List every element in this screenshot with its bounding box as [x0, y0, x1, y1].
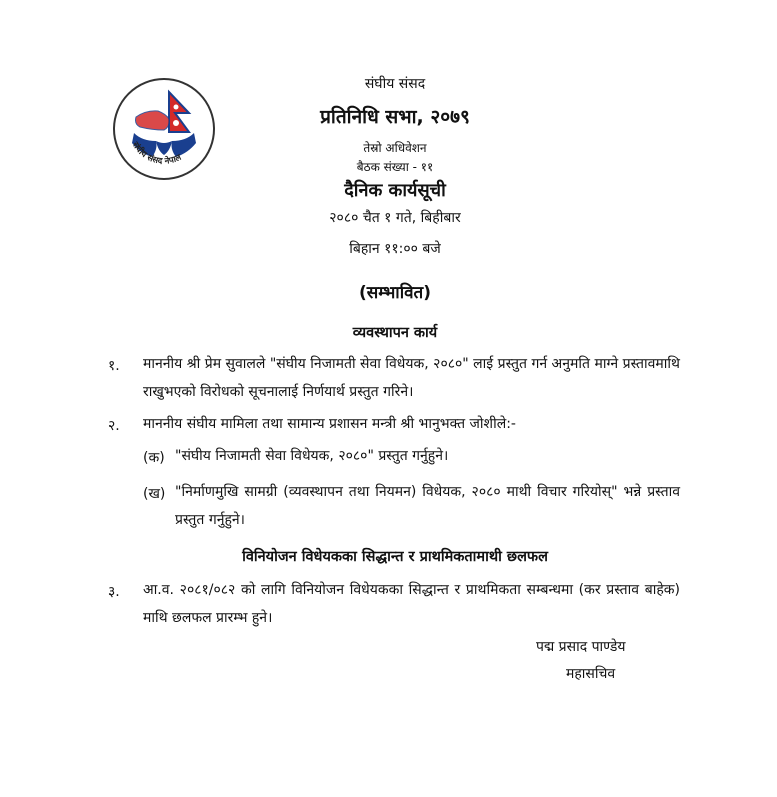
- agenda-date: २०८० चैत १ गते, बिहीबार: [329, 210, 461, 226]
- subitem-text: "संघीय निजामती सेवा विधेयक, २०८०" प्रस्तुत गर्नुहुने।: [175, 448, 449, 464]
- agenda-item-text: आ.व. २०८१/०८२ को लागि विनियोजन विधेयकका सिद्धान्त र प्राथमिकता सम्बन्धमा (कर प्रस्ताव बाहेक) माथि छलफल प्रारम्भ हुने।: [143, 582, 680, 626]
- parliament-logo: [112, 77, 216, 181]
- subitem-label: (ख): [143, 486, 166, 502]
- agenda-time: बिहान ११:०० बजे: [349, 241, 441, 257]
- agenda-item-text: माननीय संघीय मामिला तथा सामान्य प्रशासन मन्त्री श्री भानुभक्त जोशीले:-: [143, 416, 516, 432]
- agenda-item-text: माननीय श्री प्रेम सुवालले "संघीय निजामती सेवा विधेयक, २०८०" लाई प्रस्तुत गर्न अनुमति माग्ने प्रस्तावमाथि राखुभएको विरोधको सूचनालाई निर्णयार्थ प्रस्तुत गरिने।: [143, 356, 680, 400]
- item-number: ३.: [108, 584, 120, 600]
- subitem-label: (क): [143, 450, 165, 466]
- meeting-number: बैठक संख्या - ११: [356, 160, 434, 174]
- tentative-label: (सम्भावित): [358, 283, 432, 303]
- item-number: २.: [108, 418, 120, 434]
- item-number: १.: [108, 358, 120, 374]
- parliament-name: संघीय संसद: [364, 76, 426, 92]
- signatory-name: पद्म प्रसाद पाण्डेय: [536, 639, 626, 655]
- agenda-title: दैनिक कार्यसूची: [344, 180, 446, 201]
- logo-caption: संघीय संसद नेपाल: [129, 140, 183, 167]
- subitem-text: "निर्माणमुखि सामग्री (व्यवस्थापन तथा नियमन) विधेयक, २०८० माथी विचार गरियोस्" भन्ने प्रस्ताव प्रस्तुत गर्नुहुने।: [175, 484, 680, 528]
- section-heading: विनियोजन विधेयकका सिद्धान्त र प्राथमिकतामाथी छलफल: [242, 549, 548, 565]
- parliament-emblem-icon: [112, 77, 216, 181]
- session-label: तेस्रो अधिवेशन: [363, 141, 427, 155]
- section-heading: व्यवस्थापन कार्य: [352, 325, 438, 341]
- signatory-title: महासचिव: [566, 666, 616, 682]
- house-title: प्रतिनिधि सभा, २०७९: [320, 106, 470, 128]
